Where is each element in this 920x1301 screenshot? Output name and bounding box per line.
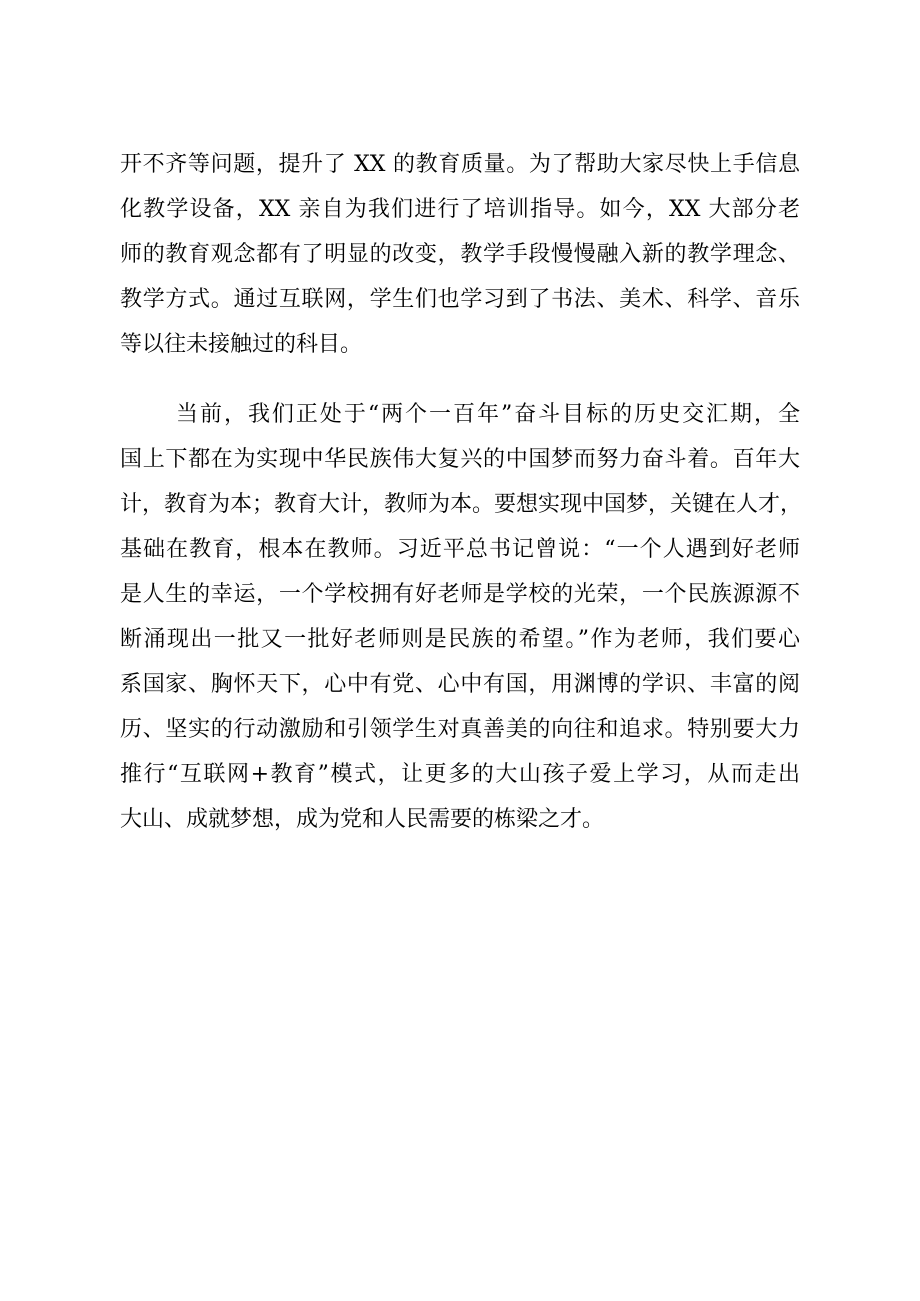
paragraph-2-line-9: 推行“互联网+教育”模式，让更多的大山孩子爱上学习，从而走出	[120, 762, 800, 787]
paragraph-2-line-3: 计，教育为本；教育大计，教师为本。要想实现中国梦，关键在人才，	[120, 492, 803, 517]
paragraph-2-line-10: 大山、成就梦想，成为党和人民需要的栋梁之才。	[120, 807, 605, 832]
paragraph-2-line-2: 国上下都在为实现中华民族伟大复兴的中国梦而努力奋斗着。百年大	[120, 447, 800, 472]
paragraph-1-line-4: 教学方式。通过互联网，学生们也学习到了书法、美术、科学、音乐	[120, 287, 800, 312]
paragraph-2-line-8: 历、坚实的行动激励和引领学生对真善美的向往和追求。特别要大力	[120, 717, 800, 742]
paragraph-2-line-5: 是人生的幸运，一个学校拥有好老师是学校的光荣，一个民族源源不	[120, 582, 800, 607]
paragraph-2-line-6: 断涌现出一批又一批好老师则是民族的希望。”作为老师，我们要心	[120, 627, 800, 652]
document-body	[120, 150, 803, 832]
paragraph-2-line-7: 系国家、胸怀天下，心中有党、心中有国，用渊博的学识、丰富的阅	[120, 672, 800, 697]
paragraph-1-line-2: 化教学设备，XX 亲自为我们进行了培训指导。如今，XX 大部分老	[120, 197, 800, 222]
paragraph-1-line-3: 师的教育观念都有了明显的改变，教学手段慢慢融入新的教学理念、	[120, 242, 800, 267]
paragraph-1-line-5: 等以往未接触过的科目。	[120, 332, 363, 357]
paragraph-2-line-1: 当前，我们正处于“两个一百年”奋斗目标的历史交汇期，全	[176, 402, 800, 427]
paragraph-1-line-1: 开不齐等问题，提升了 XX 的教育质量。为了帮助大家尽快上手信息	[120, 152, 800, 177]
paragraph-2-line-4: 基础在教育，根本在教师。习近平总书记曾说：“一个人遇到好老师	[120, 537, 800, 562]
